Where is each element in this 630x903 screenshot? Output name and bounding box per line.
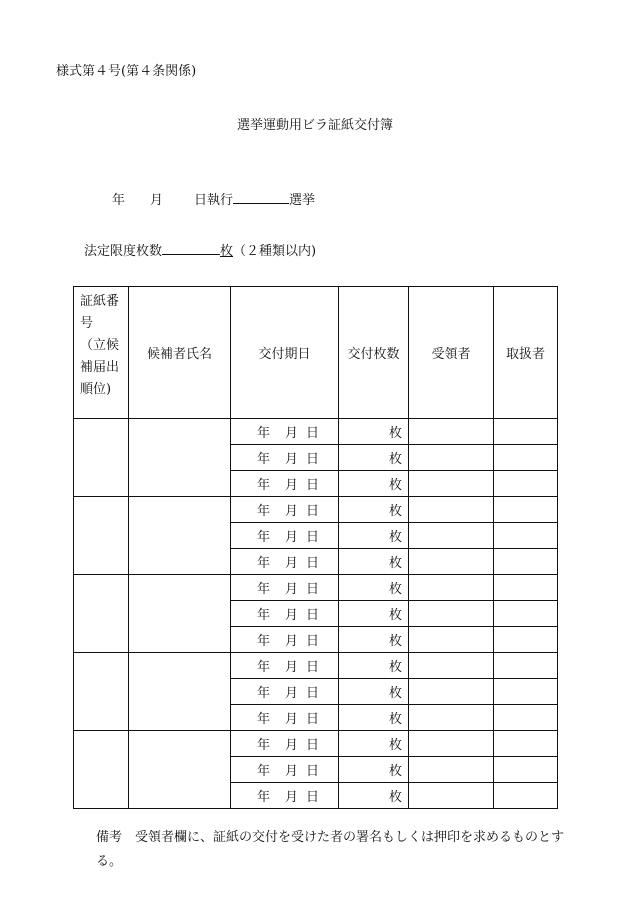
legal-limit-line: [84, 240, 316, 259]
year-label: 年: [256, 530, 270, 545]
count-unit-label: 枚: [388, 660, 402, 675]
month-label: 月: [150, 193, 164, 208]
recipient-cell[interactable]: [409, 731, 494, 757]
month-label: 月: [284, 738, 298, 753]
issue-date-cell[interactable]: [231, 627, 339, 653]
issue-date-cell[interactable]: [231, 419, 339, 445]
day-label: 日: [305, 738, 319, 753]
issue-count-cell[interactable]: [339, 471, 409, 497]
legal-limit-note: （２種類以内): [233, 244, 317, 259]
handler-cell[interactable]: [494, 653, 558, 679]
recipient-cell[interactable]: [409, 419, 494, 445]
handler-cell[interactable]: [494, 627, 558, 653]
day-label: 日: [305, 790, 319, 805]
header-stamp-number: 証紙番 号 （立候 補届出 順位): [74, 287, 129, 419]
candidate-name-cell[interactable]: [129, 731, 231, 809]
issue-date-cell[interactable]: [231, 549, 339, 575]
year-label: 年: [256, 764, 270, 779]
handler-cell[interactable]: [494, 601, 558, 627]
count-unit-label: 枚: [388, 478, 402, 493]
count-unit-label: 枚: [388, 530, 402, 545]
year-label: 年: [256, 426, 270, 441]
day-label: 日: [305, 556, 319, 571]
count-unit-label: 枚: [388, 452, 402, 467]
year-label: 年: [256, 712, 270, 727]
header-issue-count: 交付枚数: [339, 287, 409, 419]
header-candidate-name: 候補者氏名: [129, 287, 231, 419]
count-unit-label: 枚: [388, 556, 402, 571]
issue-register-table: [73, 286, 558, 809]
month-label: 月: [284, 452, 298, 467]
table-row: [74, 419, 558, 445]
issue-date-cell[interactable]: [231, 575, 339, 601]
day-label: 日: [305, 660, 319, 675]
election-label: 選挙: [289, 193, 316, 208]
issue-count-cell[interactable]: [339, 679, 409, 705]
recipient-cell[interactable]: [409, 627, 494, 653]
handler-cell[interactable]: [494, 679, 558, 705]
count-unit-label: 枚: [388, 790, 402, 805]
table-row: [74, 497, 558, 523]
month-label: 月: [284, 530, 298, 545]
header-issue-date: 交付期日: [231, 287, 339, 419]
month-label: 月: [284, 478, 298, 493]
table-row: [74, 731, 558, 757]
issue-count-cell[interactable]: [339, 757, 409, 783]
day-label: 日: [305, 686, 319, 701]
issue-date-cell[interactable]: [231, 445, 339, 471]
issue-count-cell[interactable]: [339, 705, 409, 731]
handler-cell[interactable]: [494, 705, 558, 731]
recipient-cell[interactable]: [409, 497, 494, 523]
recipient-cell[interactable]: [409, 601, 494, 627]
handler-cell[interactable]: [494, 757, 558, 783]
handler-cell[interactable]: [494, 419, 558, 445]
issue-date-cell[interactable]: [231, 731, 339, 757]
handler-cell[interactable]: [494, 445, 558, 471]
handler-cell[interactable]: [494, 549, 558, 575]
issue-count-cell[interactable]: [339, 575, 409, 601]
handler-cell[interactable]: [494, 783, 558, 809]
month-label: 月: [284, 686, 298, 701]
remarks-line-2: る。: [96, 854, 123, 869]
month-label: 月: [284, 712, 298, 727]
day-execution-label: 日執行: [194, 193, 234, 208]
handler-cell[interactable]: [494, 731, 558, 757]
recipient-cell[interactable]: [409, 471, 494, 497]
execution-date-line: [112, 189, 315, 208]
count-unit-label: 枚: [388, 608, 402, 623]
count-unit-label: 枚: [388, 634, 402, 649]
stamp-number-cell[interactable]: [74, 731, 129, 809]
year-label: 年: [256, 582, 270, 597]
recipient-cell[interactable]: [409, 783, 494, 809]
year-label: 年: [256, 738, 270, 753]
election-name-blank[interactable]: [233, 192, 289, 204]
issue-date-cell[interactable]: [231, 679, 339, 705]
handler-cell[interactable]: [494, 575, 558, 601]
day-label: 日: [305, 426, 319, 441]
issue-count-cell[interactable]: [339, 653, 409, 679]
stamp-number-cell[interactable]: [74, 653, 129, 731]
legal-limit-blank[interactable]: [162, 243, 220, 255]
issue-count-cell[interactable]: [339, 783, 409, 809]
day-label: 日: [305, 504, 319, 519]
recipient-cell[interactable]: [409, 653, 494, 679]
issue-count-cell[interactable]: [339, 549, 409, 575]
recipient-cell[interactable]: [409, 679, 494, 705]
candidate-name-cell[interactable]: [129, 575, 231, 653]
document-title: 選挙運動用ビラ証紙交付簿: [236, 118, 393, 133]
count-unit-label: 枚: [388, 686, 402, 701]
issue-count-cell[interactable]: [339, 601, 409, 627]
month-label: 月: [284, 608, 298, 623]
stamp-number-cell[interactable]: [74, 497, 129, 575]
count-unit-label: 枚: [388, 582, 402, 597]
issue-count-cell[interactable]: [339, 731, 409, 757]
table-body: [74, 419, 558, 809]
recipient-cell[interactable]: [409, 575, 494, 601]
recipient-cell[interactable]: [409, 705, 494, 731]
issue-date-cell[interactable]: [231, 705, 339, 731]
month-label: 月: [284, 556, 298, 571]
handler-cell[interactable]: [494, 497, 558, 523]
day-label: 日: [305, 764, 319, 779]
day-label: 日: [305, 478, 319, 493]
month-label: 月: [284, 660, 298, 675]
issue-date-cell[interactable]: [231, 653, 339, 679]
recipient-cell[interactable]: [409, 523, 494, 549]
candidate-name-cell[interactable]: [129, 419, 231, 497]
stamp-number-cell[interactable]: [74, 419, 129, 497]
header-handler: 取扱者: [494, 287, 558, 419]
count-unit-label: 枚: [388, 504, 402, 519]
issue-date-cell[interactable]: [231, 497, 339, 523]
day-label: 日: [305, 582, 319, 597]
month-label: 月: [284, 790, 298, 805]
table-header-row: [74, 287, 558, 419]
month-label: 月: [284, 426, 298, 441]
table-row: [74, 575, 558, 601]
count-unit-label: 枚: [388, 764, 402, 779]
month-label: 月: [284, 582, 298, 597]
day-label: 日: [305, 634, 319, 649]
issue-date-cell[interactable]: [231, 471, 339, 497]
month-label: 月: [284, 504, 298, 519]
day-label: 日: [305, 452, 319, 467]
candidate-name-cell[interactable]: [129, 653, 231, 731]
day-label: 日: [305, 712, 319, 727]
issue-count-cell[interactable]: [339, 445, 409, 471]
year-label: 年: [112, 193, 126, 208]
issue-date-cell[interactable]: [231, 783, 339, 809]
recipient-cell[interactable]: [409, 445, 494, 471]
issue-date-cell[interactable]: [231, 601, 339, 627]
year-label: 年: [256, 790, 270, 805]
recipient-cell[interactable]: [409, 549, 494, 575]
issue-count-cell[interactable]: [339, 523, 409, 549]
issue-count-cell[interactable]: [339, 627, 409, 653]
issue-date-cell[interactable]: [231, 523, 339, 549]
year-label: 年: [256, 452, 270, 467]
issue-count-cell[interactable]: [339, 419, 409, 445]
year-label: 年: [256, 504, 270, 519]
issue-date-cell[interactable]: [231, 757, 339, 783]
year-label: 年: [256, 608, 270, 623]
year-label: 年: [256, 478, 270, 493]
issue-count-cell[interactable]: [339, 497, 409, 523]
legal-limit-unit: 枚: [220, 244, 234, 259]
handler-cell[interactable]: [494, 471, 558, 497]
month-label: 月: [284, 634, 298, 649]
year-label: 年: [256, 660, 270, 675]
count-unit-label: 枚: [388, 426, 402, 441]
year-label: 年: [256, 556, 270, 571]
month-label: 月: [284, 764, 298, 779]
handler-cell[interactable]: [494, 523, 558, 549]
header-recipient: 受領者: [409, 287, 494, 419]
form-number: 様式第４号(第４条関係): [56, 64, 197, 79]
stamp-number-cell[interactable]: [74, 575, 129, 653]
day-label: 日: [305, 608, 319, 623]
day-label: 日: [305, 530, 319, 545]
remarks-line-1: 備考 受領者欄に、証紙の交付を受けた者の署名もしくは押印を求めるものとす: [96, 830, 565, 845]
legal-limit-label: 法定限度枚数: [84, 244, 163, 259]
candidate-name-cell[interactable]: [129, 497, 231, 575]
year-label: 年: [256, 634, 270, 649]
year-label: 年: [256, 686, 270, 701]
count-unit-label: 枚: [388, 738, 402, 753]
count-unit-label: 枚: [388, 712, 402, 727]
recipient-cell[interactable]: [409, 757, 494, 783]
table-row: [74, 653, 558, 679]
